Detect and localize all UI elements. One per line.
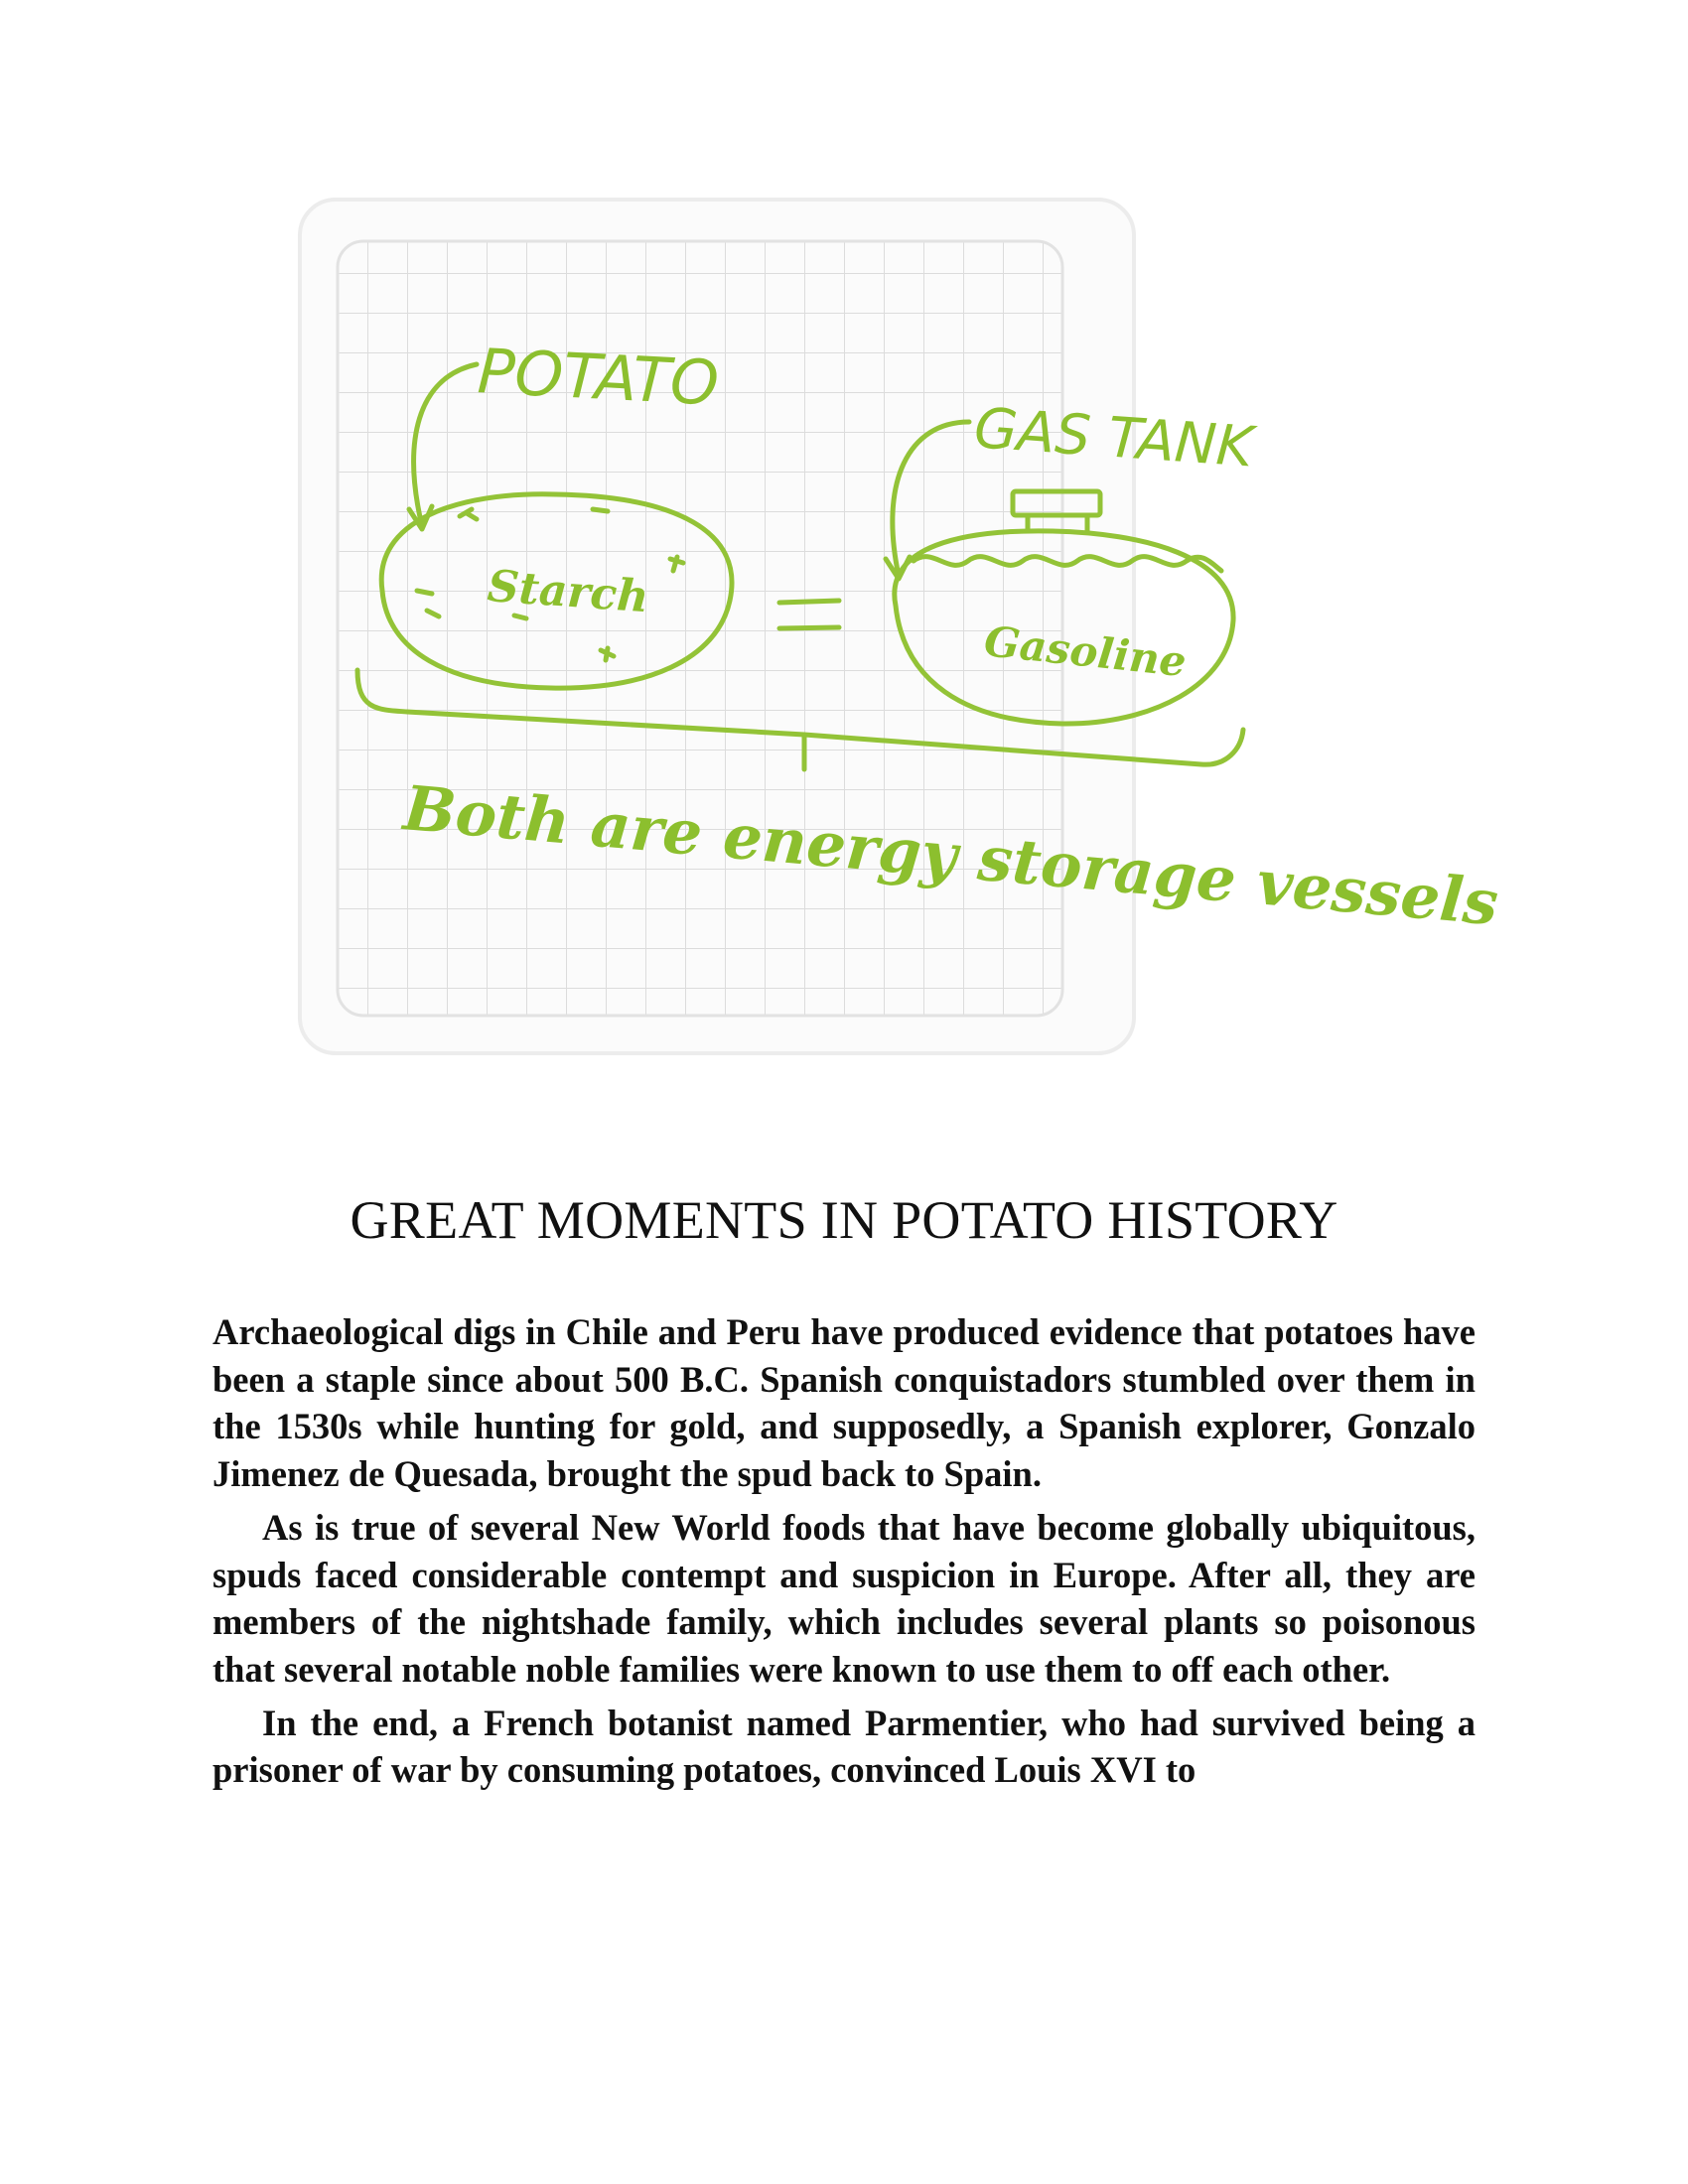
potato-gas-tank-illustration bbox=[288, 194, 1501, 1067]
paragraph-2: As is true of several New World foods that have become globally ubiquitous, spuds faced considerable contempt and suspicion in Europe. After all, they are members of the nightshade family, which includes several plants so poisonous that several notable noble families were known to use them to off each other. bbox=[212, 1506, 1476, 1690]
figure-caption: Both are energy storage vessels bbox=[400, 771, 1501, 940]
paragraph-1: Archaeological digs in Chile and Peru have produced evidence that potatoes have been a staple since about 500 B.C. Spanish conquistadors stumbled over them in the 1530s while hunting for gold, and supposedly, a Spanish explorer, Gonzalo Jimenez de Quesada, brought the spud back to Spain. bbox=[212, 1311, 1476, 1495]
article-body bbox=[212, 1308, 1476, 1800]
page-title: GREAT MOMENTS IN POTATO HISTORY bbox=[350, 1190, 1338, 1250]
paragraph-3: In the end, a French botanist named Parmentier, who had survived being a prisoner of war by consuming potatoes, convinced Louis XVI to bbox=[212, 1702, 1476, 1791]
tank-content-label: Gasoline bbox=[981, 616, 1189, 687]
potato-content-label: Starch bbox=[486, 561, 650, 623]
gas-tank-label: GAS TANK bbox=[972, 396, 1255, 480]
potato-label: POTATO bbox=[476, 335, 721, 420]
